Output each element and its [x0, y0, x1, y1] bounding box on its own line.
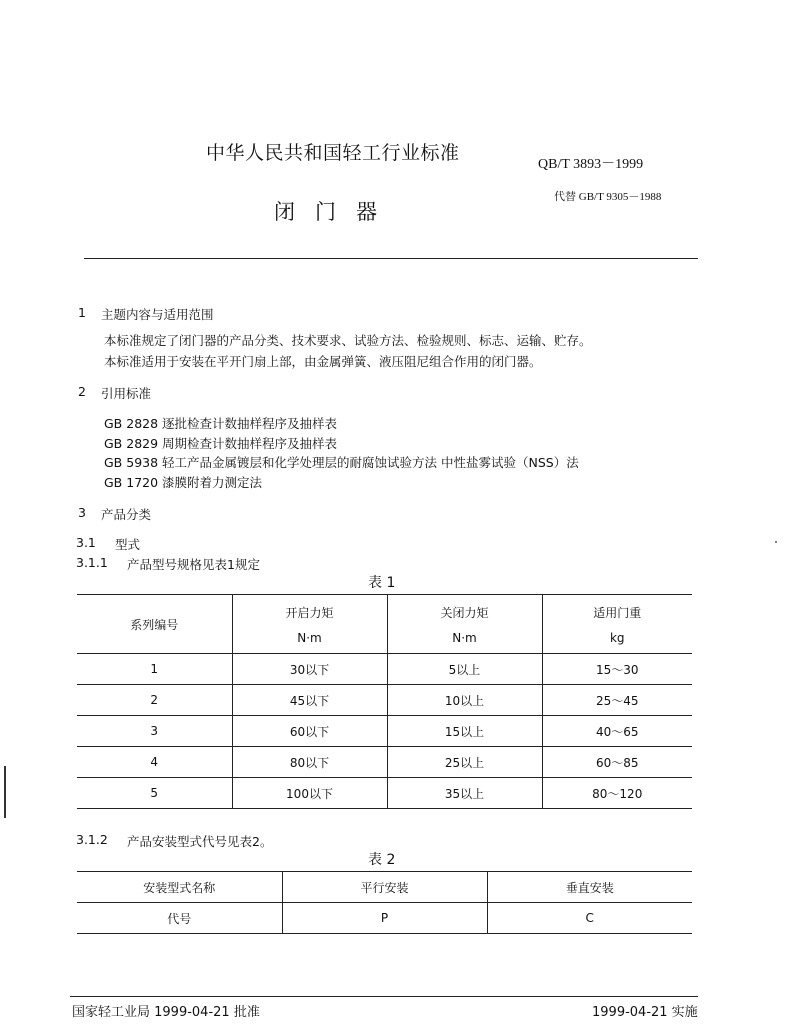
- table-cell: P: [282, 903, 487, 934]
- table-cell: 35以上: [387, 778, 542, 809]
- table-cell: 30以下: [232, 654, 387, 685]
- table-cell: 60以下: [232, 716, 387, 747]
- table-cell: 10以上: [387, 685, 542, 716]
- table-cell: 1: [77, 654, 232, 685]
- table-1-caption: 表 1: [368, 575, 396, 591]
- reference-item: GB 2829 周期检查计数抽样程序及抽样表: [104, 436, 338, 451]
- section-2-title: 引用标准: [101, 386, 152, 401]
- unit-label: kg: [609, 630, 625, 645]
- table-cell: 25以上: [387, 747, 542, 778]
- table-cell: 15～30: [542, 654, 692, 685]
- section-3-number: 3: [78, 505, 86, 520]
- table-row: [77, 716, 692, 747]
- footer-divider: [70, 996, 698, 997]
- standard-code: QB/T 3893－1999: [538, 157, 644, 172]
- section-3-1-number: 3.1: [76, 535, 96, 550]
- approval-note: 国家轻工业局 1999-04-21 批准: [72, 1005, 260, 1020]
- table-row: [77, 685, 692, 716]
- reference-item: GB 1720 漆膜附着力测定法: [104, 475, 263, 490]
- scan-speck: [775, 541, 777, 543]
- table-cell: 60～85: [542, 747, 692, 778]
- table-header-cell: 系列编号: [77, 595, 232, 654]
- replaces-standard: 代替 GB/T 9305－1988: [554, 191, 662, 203]
- table-header-cell: 垂直安装: [487, 872, 692, 903]
- section-3-1-title: 型式: [115, 537, 141, 552]
- table-cell: 45以下: [232, 685, 387, 716]
- table-2-caption: 表 2: [368, 852, 396, 868]
- table-row: [77, 654, 692, 685]
- table-2: [77, 871, 692, 934]
- table-cell: 80～120: [542, 778, 692, 809]
- section-3-1-1-number: 3.1.1: [76, 555, 108, 570]
- section-3-title: 产品分类: [101, 507, 152, 522]
- table-cell: 40～65: [542, 716, 692, 747]
- scan-margin-mark: [4, 766, 6, 818]
- table-cell: 25～45: [542, 685, 692, 716]
- section-1-paragraph-1: 本标准规定了闭门器的产品分类、技术要求、试验方法、检验规则、标志、运输、贮存。: [104, 333, 592, 348]
- table-header-cell: 平行安装: [282, 872, 487, 903]
- implementation-date: 1999-04-21 实施: [592, 1005, 698, 1020]
- table-cell: C: [487, 903, 692, 934]
- table-header-cell: 适用门重 kg: [542, 595, 692, 654]
- section-3-1-2-title: 产品安装型式代号见表2。: [127, 834, 273, 849]
- unit-label: N·m: [297, 630, 322, 645]
- section-2-number: 2: [78, 384, 86, 399]
- table-1: [77, 594, 692, 809]
- unit-label: N·m: [452, 630, 477, 645]
- table-cell: 2: [77, 685, 232, 716]
- section-3-1-1-title: 产品型号规格见表1规定: [127, 557, 260, 572]
- section-3-1-2-number: 3.1.2: [76, 832, 108, 847]
- table-row: [77, 747, 692, 778]
- table-cell: 代号: [77, 903, 282, 934]
- header-divider: [84, 258, 698, 259]
- table-cell: 80以下: [232, 747, 387, 778]
- reference-item: GB 5938 轻工产品金属镀层和化学处理层的耐腐蚀试验方法 中性盐雾试验（NSS）法: [104, 455, 579, 470]
- section-1-paragraph-2: 本标准适用于安装在平开门扇上部，由金属弹簧、液压阻尼组合作用的闭门器。: [104, 354, 542, 369]
- table-cell: 100以下: [232, 778, 387, 809]
- section-1-number: 1: [78, 305, 86, 320]
- standard-category-title: 中华人民共和国轻工行业标准: [206, 142, 460, 164]
- table-cell: 3: [77, 716, 232, 747]
- table-header-cell: 安装型式名称: [77, 872, 282, 903]
- table-header-row: [77, 595, 692, 654]
- table-row: [77, 778, 692, 809]
- table-cell: 4: [77, 747, 232, 778]
- table-header-row: [77, 872, 692, 903]
- table-header-cell: 开启力矩 N·m: [232, 595, 387, 654]
- section-1-title: 主题内容与适用范围: [101, 307, 214, 322]
- document-title: 闭门器: [274, 200, 397, 224]
- table-cell: 5: [77, 778, 232, 809]
- reference-item: GB 2828 逐批检查计数抽样程序及抽样表: [104, 416, 338, 431]
- table-row: [77, 903, 692, 934]
- table-cell: 5以上: [387, 654, 542, 685]
- table-cell: 15以上: [387, 716, 542, 747]
- table-header-cell: 关闭力矩 N·m: [387, 595, 542, 654]
